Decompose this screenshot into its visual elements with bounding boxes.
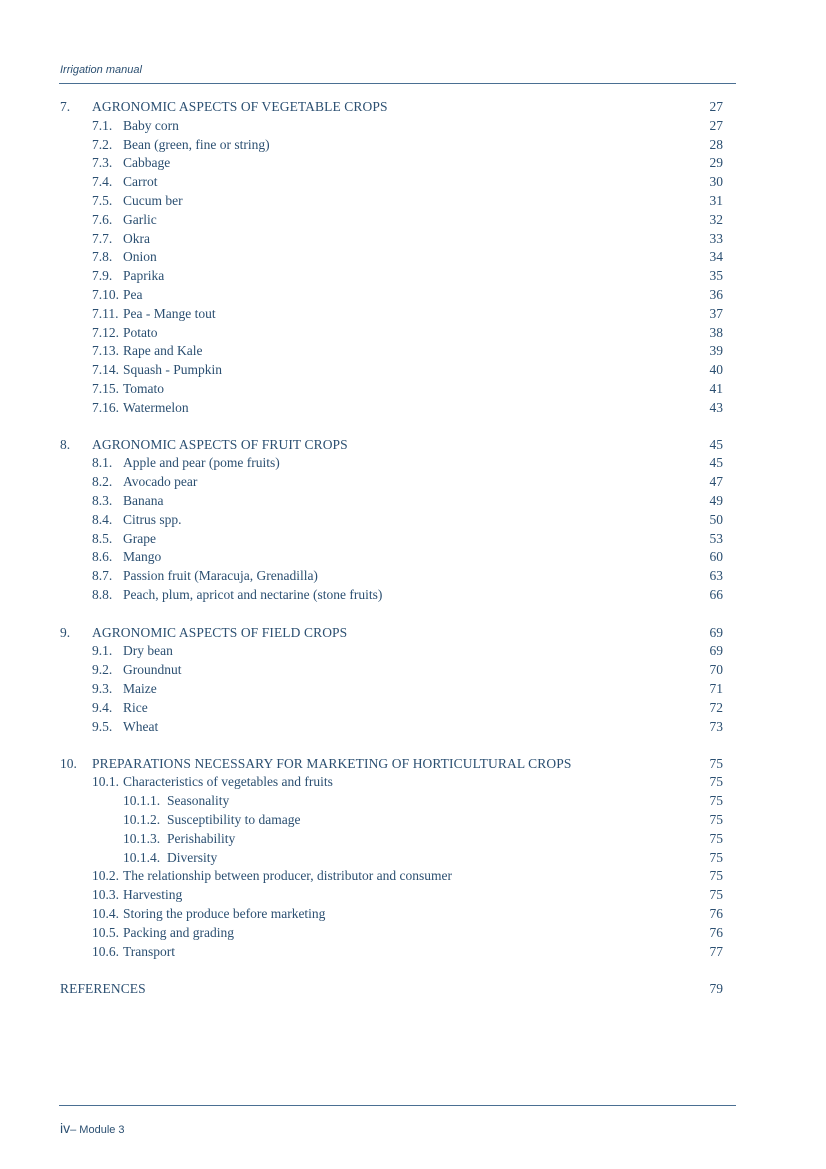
page-number: 75 xyxy=(709,774,723,790)
section-number: 10.5. xyxy=(92,924,119,940)
section-title: Apple and pear (pome fruits) xyxy=(123,455,280,471)
section-title: Rape and Kale xyxy=(123,343,203,359)
section-title: Maize xyxy=(123,680,157,696)
section-number: 7.14. xyxy=(92,362,119,378)
section-title: Garlic xyxy=(123,211,157,227)
section-title: Dry bean xyxy=(123,643,173,659)
page-number: 76 xyxy=(709,905,723,921)
section-number: 7.8. xyxy=(92,249,113,265)
page-number: 69 xyxy=(709,643,723,659)
section-title: Potato xyxy=(123,324,158,340)
section-title: Characteristics of vegetables and fruits xyxy=(123,774,333,790)
section-number: 9.1. xyxy=(92,643,113,659)
page-number: 75 xyxy=(709,755,723,771)
page-number: 77 xyxy=(709,943,723,959)
section-title: Packing and grading xyxy=(123,924,234,940)
page-number: 39 xyxy=(709,343,723,359)
section-number: 7.15. xyxy=(92,381,119,396)
footer-module-label: – Module 3 xyxy=(70,1124,125,1136)
page-number: 47 xyxy=(709,474,723,490)
page-number: 45 xyxy=(709,455,723,471)
subsection-number: 10.1.4. xyxy=(123,849,161,865)
subsection-title: Susceptibility to damage xyxy=(167,811,301,827)
section-title: Grape xyxy=(123,530,156,546)
section-number: 7.4. xyxy=(92,174,113,190)
page-number: 49 xyxy=(709,492,723,508)
section-number: 10.4. xyxy=(92,905,119,921)
page-number: 29 xyxy=(709,155,723,171)
page-number: 50 xyxy=(709,511,723,527)
page-number: 75 xyxy=(709,849,723,865)
section-number: 8.3. xyxy=(92,492,113,508)
section-number: 7.12. xyxy=(92,324,119,340)
chapter-number: 9. xyxy=(60,624,71,640)
section-title: Onion xyxy=(123,249,157,265)
page-number: 43 xyxy=(709,399,723,415)
page-number: 75 xyxy=(709,811,723,827)
section-number: 9.5. xyxy=(92,718,113,734)
section-title: Cabbage xyxy=(123,155,171,171)
section-title: Storing the produce before marketing xyxy=(123,905,326,921)
section-title: Okra xyxy=(123,230,150,246)
section-title: Watermelon xyxy=(123,399,189,415)
page-number: 33 xyxy=(709,230,723,246)
page-number: 66 xyxy=(709,586,723,602)
section-title: Baby corn xyxy=(123,117,179,133)
page-number: 37 xyxy=(709,305,723,321)
section-title: The relationship between producer, distributor and consumer xyxy=(123,868,452,884)
section-title: Rice xyxy=(123,699,148,715)
section-title: Peach, plum, apricot and nectarine (stone fruits) xyxy=(123,586,383,602)
page-number: 36 xyxy=(709,287,723,302)
section-title: Transport xyxy=(123,943,176,959)
page-number: 53 xyxy=(709,530,723,546)
page-number: 41 xyxy=(709,381,723,396)
chapter-number: 7. xyxy=(60,99,71,114)
section-number: 10.3. xyxy=(92,887,119,903)
section-number: 10.2. xyxy=(92,868,119,884)
section-number: 7.10. xyxy=(92,287,119,302)
page-number: 76 xyxy=(709,924,723,940)
chapter-title: AGRONOMIC ASPECTS OF FIELD CROPS xyxy=(92,624,348,640)
page-number: 31 xyxy=(709,193,723,208)
section-number: 7.6. xyxy=(92,211,113,227)
page-number: 79 xyxy=(709,980,723,996)
section-title: Paprika xyxy=(123,268,165,284)
section-number: 7.5. xyxy=(92,193,113,208)
running-header: Irrigation manual xyxy=(60,64,142,76)
chapter-number: 8. xyxy=(60,436,71,452)
page-number: 73 xyxy=(709,718,723,734)
page-number: 75 xyxy=(709,887,723,903)
subsection-title: Diversity xyxy=(167,849,218,865)
chapter-title: AGRONOMIC ASPECTS OF VEGETABLE CROPS xyxy=(92,99,388,114)
section-title: Bean (green, fine or string) xyxy=(123,136,270,152)
section-number: 7.9. xyxy=(92,268,113,284)
section-number: 9.4. xyxy=(92,699,113,715)
chapter-number: 10. xyxy=(60,755,77,771)
footer-rule xyxy=(59,1105,736,1106)
section-number: 10.1. xyxy=(92,774,119,790)
section-number: 7.7. xyxy=(92,230,113,246)
subsection-number: 10.1.1. xyxy=(123,793,161,809)
section-number: 7.3. xyxy=(92,155,113,171)
page-number: 27 xyxy=(709,99,723,114)
section-title: Citrus spp. xyxy=(123,511,182,527)
page-number: 28 xyxy=(709,136,723,152)
section-title: Pea - Mange tout xyxy=(123,305,216,321)
page-number: 40 xyxy=(709,362,723,378)
page-number: 34 xyxy=(709,249,723,265)
section-number: 7.2. xyxy=(92,136,113,152)
section-number: 9.3. xyxy=(92,680,113,696)
section-title: Banana xyxy=(123,492,164,508)
subsection-title: Perishability xyxy=(167,830,236,846)
section-title: Tomato xyxy=(123,381,165,396)
section-title: Avocado pear xyxy=(123,474,198,490)
section-number: 8.4. xyxy=(92,511,113,527)
page-number: 27 xyxy=(709,117,723,133)
section-title: Wheat xyxy=(123,718,159,734)
references-title: REFERENCES xyxy=(60,980,146,996)
page-number: 35 xyxy=(709,268,723,284)
section-number: 8.5. xyxy=(92,530,113,546)
section-title: Squash - Pumpkin xyxy=(123,362,223,378)
section-title: Pea xyxy=(123,287,143,302)
page-footer xyxy=(60,1120,125,1136)
section-title: Passion fruit (Maracuja, Grenadilla) xyxy=(123,568,318,584)
page-number: 30 xyxy=(709,174,723,190)
chapter-title: PREPARATIONS NECESSARY FOR MARKETING OF HORTICULTURAL CROPS xyxy=(92,755,572,771)
section-number: 8.1. xyxy=(92,455,113,471)
page-number: 60 xyxy=(709,549,723,565)
page-number: 75 xyxy=(709,868,723,884)
section-number: 7.13. xyxy=(92,343,119,359)
section-number: 8.6. xyxy=(92,549,113,565)
page-number: 75 xyxy=(709,793,723,809)
page-number: 72 xyxy=(709,699,723,715)
subsection-number: 10.1.2. xyxy=(123,811,161,827)
page-number: 71 xyxy=(709,680,723,696)
page-number: 45 xyxy=(709,436,723,452)
section-number: 10.6. xyxy=(92,943,119,959)
subsection-title: Seasonality xyxy=(167,793,230,809)
section-number: 7.16. xyxy=(92,399,119,415)
page-number: 75 xyxy=(709,830,723,846)
section-number: 8.2. xyxy=(92,474,113,490)
chapter-title: AGRONOMIC ASPECTS OF FRUIT CROPS xyxy=(92,436,348,452)
section-title: Groundnut xyxy=(123,662,182,678)
page-number: 70 xyxy=(709,662,723,678)
footer-page-number: iv xyxy=(60,1120,71,1136)
section-title: Carrot xyxy=(123,174,158,190)
header-rule xyxy=(59,83,736,84)
section-title: Mango xyxy=(123,549,162,565)
section-number: 8.8. xyxy=(92,586,113,602)
section-number: 8.7. xyxy=(92,568,113,584)
page-number: 32 xyxy=(709,211,723,227)
section-number: 9.2. xyxy=(92,662,113,678)
page-number: 63 xyxy=(709,568,723,584)
section-title: Harvesting xyxy=(123,887,183,903)
section-number: 7.11. xyxy=(92,305,119,321)
page-number: 69 xyxy=(709,624,723,640)
page-number: 38 xyxy=(709,324,723,340)
section-title: Cucum ber xyxy=(123,193,183,208)
section-number: 7.1. xyxy=(92,117,113,133)
subsection-number: 10.1.3. xyxy=(123,830,161,846)
